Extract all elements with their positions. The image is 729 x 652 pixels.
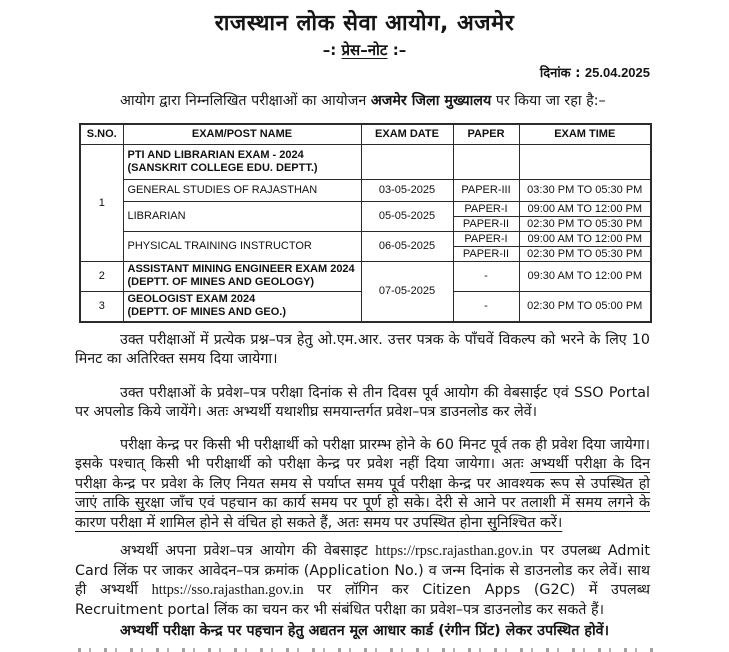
cell-sno: 3 bbox=[80, 291, 123, 322]
table-header-row bbox=[80, 124, 651, 145]
download-post: पर लॉगिन कर Citizen Apps (G2C) में उपलब्ध Recruitment portal लिंक का चयन कर भी संबंधित परीक्षा का प्रवेश–पत्र डाउनलोड कर सकते हैं। bbox=[75, 582, 650, 618]
cell-paper: - bbox=[453, 261, 519, 291]
exam-title-line2: (SANSKRIT COLLEGE EDU. DEPTT.) bbox=[127, 161, 318, 174]
cell-exam-time: 02:30 PM TO 05:30 PM bbox=[519, 246, 651, 261]
cell-exam-date: 03-05-2025 bbox=[361, 179, 453, 201]
header-sno: S.NO. bbox=[80, 124, 123, 145]
cell-exam-title bbox=[123, 144, 361, 179]
cell-post-name bbox=[123, 291, 361, 322]
cell-exam-time: 09:00 AM TO 12:00 PM bbox=[519, 201, 651, 216]
subtitle-open: –: bbox=[322, 41, 342, 59]
cell-exam-time: 03:30 PM TO 05:30 PM bbox=[519, 179, 651, 201]
cell-post-name: LIBRARIAN bbox=[123, 201, 361, 231]
cell-paper: - bbox=[453, 291, 519, 322]
header-paper: PAPER bbox=[453, 124, 519, 145]
exam-name-line2: (DEPTT. OF MINES AND GEO.) bbox=[127, 306, 286, 318]
entry-rules-underlined: अभ्यर्थी परीक्षा के दिन परीक्षा केन्द्र पर प्रवेश के लिए नियत समय से पर्याप्त समय पूर्व परीक्षा केन्द्र पर आवश्यक रूप से उपस्थित हो जाएं ताकि सुरक्षा जाँच एवं पहचान का कार्य समय पर पूर्ण हो सके। देरी से आने पर तलाशी में समय लगने के कारण परीक्षा में शामिल होने से वंचित हो सकते हैं, अतः समय पर उपस्थित होना सुनिश्चित करें। bbox=[75, 456, 651, 531]
entry-rules-normal: परीक्षा केन्द्र पर किसी भी परीक्षार्थी को परीक्षा प्रारम्भ होने के 60 मिनट पूर्व तक ही प्रवेश दिया जायेगा। इसके पश्चात् किसी भी परीक्षार्थी को परीक्षा केन्द्र पर प्रवेश नहीं दिया जायेगा। अतः bbox=[75, 436, 650, 472]
cell-post-name: PHYSICAL TRAINING INSTRUCTOR bbox=[123, 231, 361, 261]
paragraph-download-info bbox=[75, 542, 650, 620]
cell-empty-paper bbox=[453, 144, 519, 179]
header-exam-time: EXAM TIME bbox=[519, 124, 651, 145]
cell-empty-time bbox=[519, 144, 651, 179]
date-value: 25.04.2025 bbox=[584, 65, 650, 80]
clipped-next-line bbox=[78, 648, 661, 652]
table-row bbox=[80, 144, 651, 179]
exam-title-line1: PTI AND LIBRARIAN EXAM - 2024 bbox=[127, 148, 304, 161]
cell-sno: 2 bbox=[80, 261, 123, 291]
press-note-subtitle bbox=[0, 40, 729, 60]
cell-exam-time: 02:30 PM TO 05:30 PM bbox=[519, 216, 651, 231]
paragraph-omr-time: उक्त परीक्षाओं में प्रत्येक प्रश्न–पत्र हेतु ओ.एम.आर. उत्तर पत्रक के पाँचवें विकल्प को भरने के लिए 10 मिनट का अतिरिक्त समय दिया जायेगा। bbox=[75, 331, 650, 367]
cell-empty-date bbox=[361, 144, 453, 179]
exam-name-line1: GEOLOGIST EXAM 2024 bbox=[127, 293, 256, 305]
intro-post: पर किया जा रहा है:– bbox=[491, 93, 606, 109]
intro-paragraph bbox=[75, 92, 650, 112]
table-row bbox=[80, 261, 651, 291]
sso-website-url: https://sso.rajasthan.gov.in bbox=[151, 582, 304, 598]
header-exam-post-name: EXAM/POST NAME bbox=[123, 124, 361, 145]
cell-sno: 1 bbox=[80, 144, 123, 261]
download-pre: अभ्यर्थी अपना प्रवेश–पत्र आयोग की वेबसाइट bbox=[120, 543, 376, 559]
intro-highlight: अजमेर जिला मुख्यालय bbox=[370, 93, 492, 109]
cell-exam-time: 09:00 AM TO 12:00 PM bbox=[519, 231, 651, 246]
intro-pre: आयोग द्वारा निम्नलिखित परीक्षाओं का आयोजन bbox=[120, 93, 371, 109]
cell-paper: PAPER-II bbox=[453, 246, 519, 261]
table-row bbox=[80, 201, 651, 216]
cell-exam-date: 05-05-2025 bbox=[361, 201, 453, 231]
exam-name-line2: (DEPTT. OF MINES AND GEOLOGY) bbox=[127, 276, 315, 288]
paragraph-entry-rules bbox=[75, 436, 650, 534]
page-title: राजस्थान लोक सेवा आयोग, अजमेर bbox=[214, 11, 515, 36]
header-exam-date: EXAM DATE bbox=[361, 124, 453, 145]
cell-exam-date: 07-05-2025 bbox=[361, 261, 453, 322]
date-label: दिनांक : bbox=[539, 66, 585, 81]
date-line bbox=[0, 63, 650, 81]
exam-schedule-table bbox=[79, 123, 652, 323]
cell-post-name bbox=[123, 261, 361, 291]
cell-exam-date: 06-05-2025 bbox=[361, 231, 453, 261]
subtitle-close: :– bbox=[387, 41, 407, 59]
paragraph-admit-upload: उक्त परीक्षाओं के प्रवेश–पत्र परीक्षा दिनांक से तीन दिवस पूर्व आयोग की वेबसाईट एवं SSO Portal पर अपलोड किये जायेंगे। अतः अभ्यर्थी यथाशीघ्र समयान्तर्गत प्रवेश–पत्र डाउनलोड कर लेवें। bbox=[75, 384, 650, 420]
subtitle-text: प्रेस–नोट bbox=[341, 41, 388, 59]
cell-exam-time: 09:30 AM TO 12:00 PM bbox=[519, 261, 651, 291]
cell-paper: PAPER-I bbox=[453, 201, 519, 216]
cell-paper: PAPER-III bbox=[453, 179, 519, 201]
exam-name-line1: ASSISTANT MINING ENGINEER EXAM 2024 bbox=[127, 263, 355, 275]
cell-post-name: GENERAL STUDIES OF RAJASTHAN bbox=[123, 179, 361, 201]
cell-paper: PAPER-I bbox=[453, 231, 519, 246]
cell-exam-time: 02:30 PM TO 05:00 PM bbox=[519, 291, 651, 322]
download-mid: पर उपलब्ध Admit Card लिंक पर जाकर आवेदन–पत्र क्रमांक (Application No.) व जन्म दिनांक से डाउनलोड कर लेवें। साथ ही अभ्यर्थी bbox=[75, 543, 650, 598]
table-row bbox=[80, 231, 651, 246]
paragraph-aadhaar: अभ्यर्थी परीक्षा केन्द्र पर पहचान हेतु अद्यतन मूल आधार कार्ड (रंगीन प्रिंट) लेकर उपस्थित होवें। bbox=[120, 623, 610, 639]
cell-paper: PAPER-II bbox=[453, 216, 519, 231]
rpsc-website-url: https://rpsc.rajasthan.gov.in bbox=[375, 543, 533, 559]
table-row bbox=[80, 179, 651, 201]
